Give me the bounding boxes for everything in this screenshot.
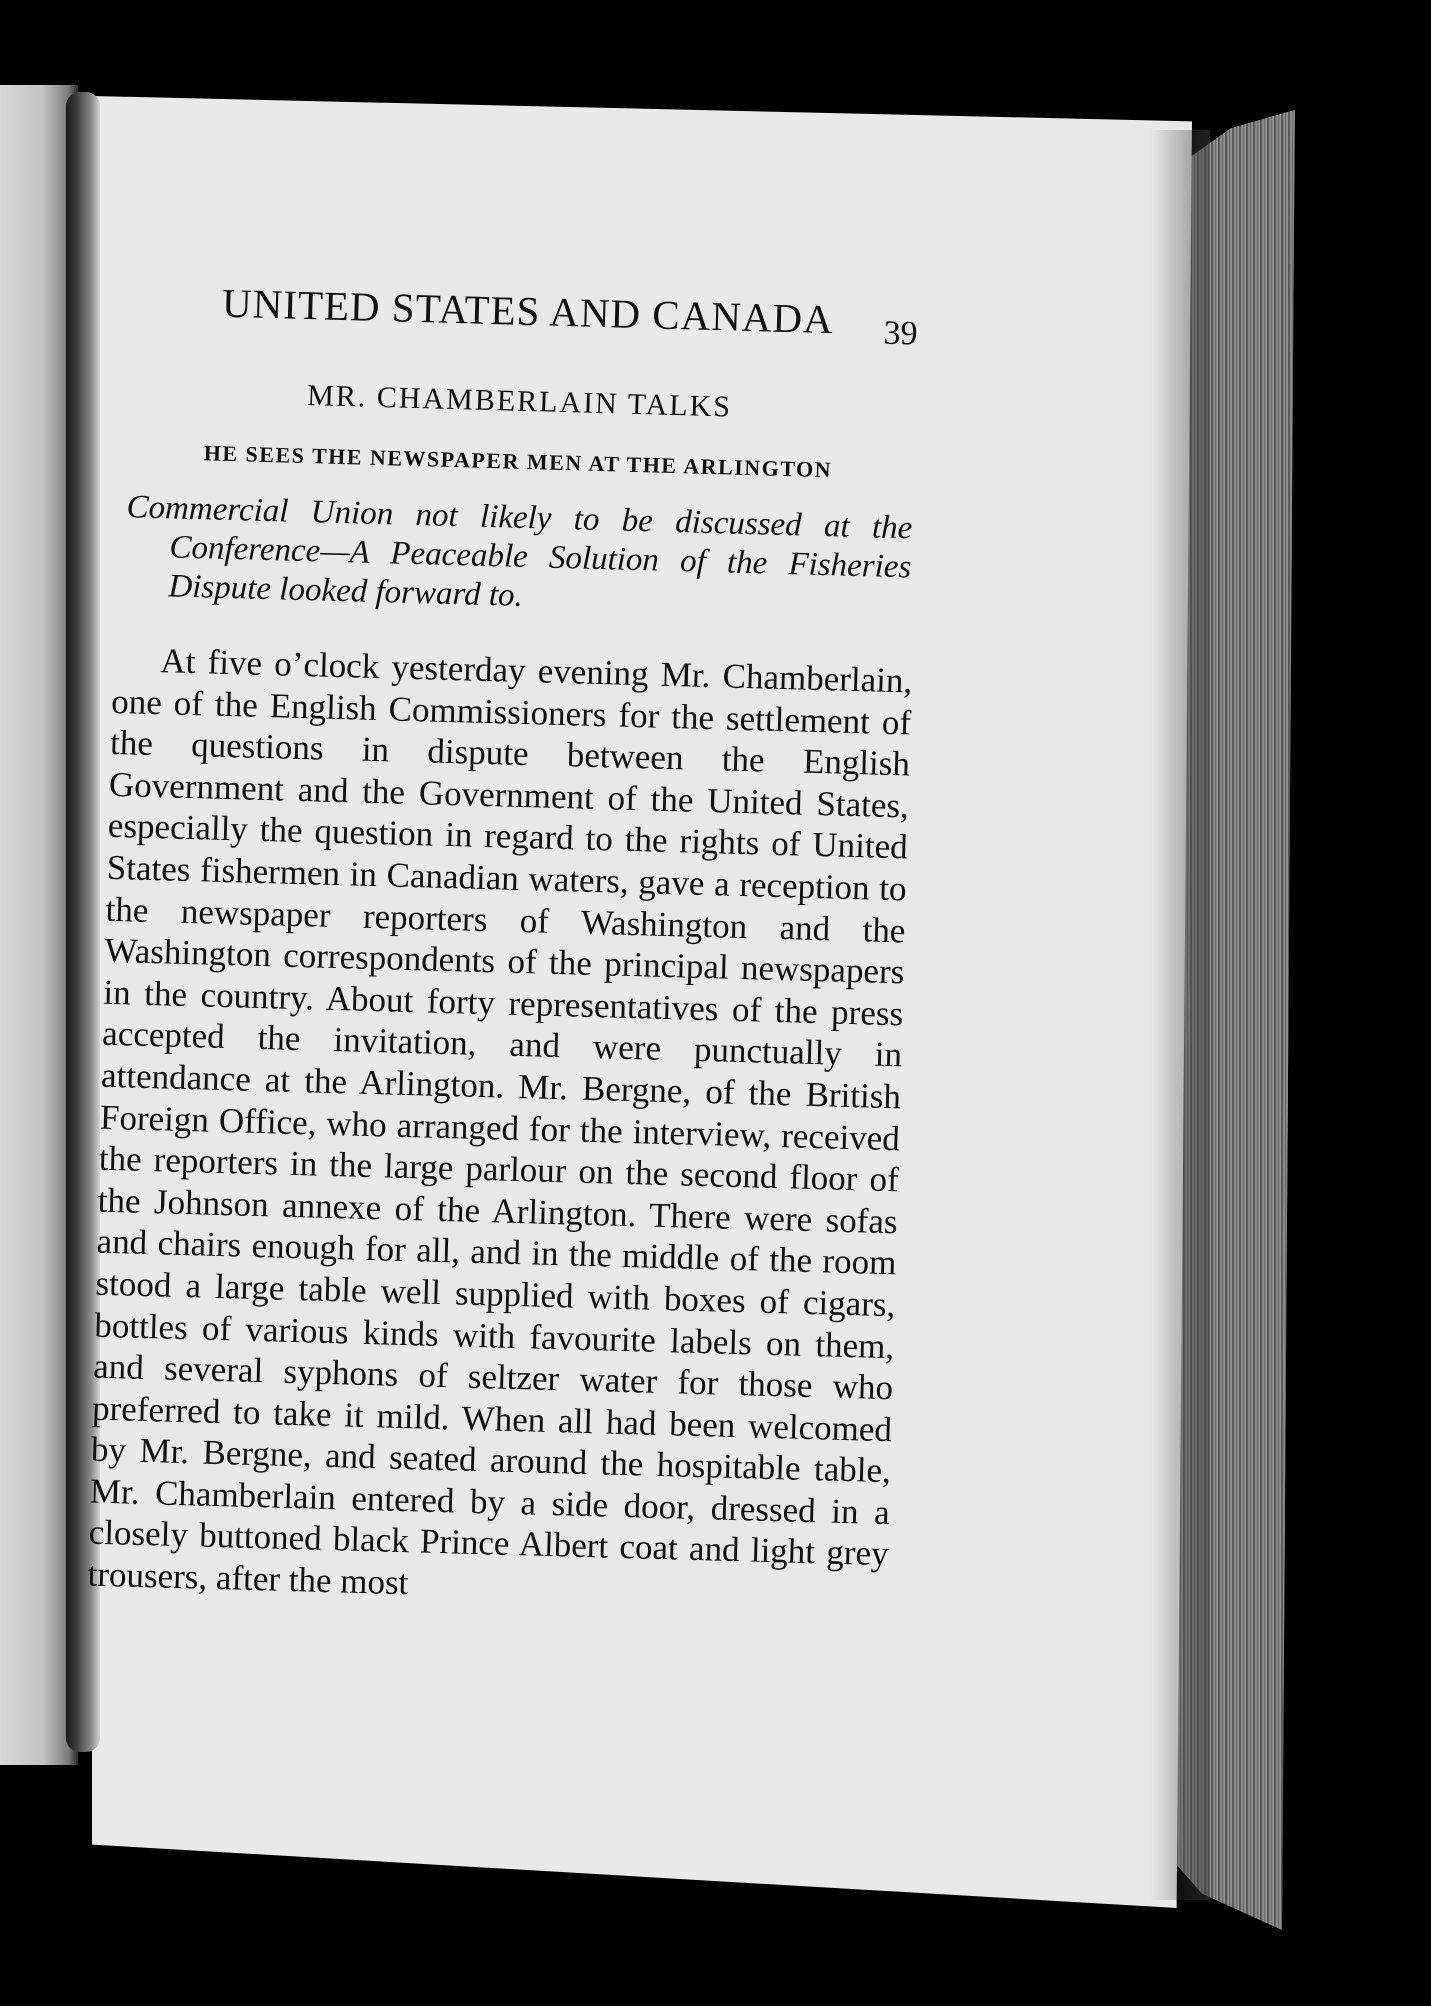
page-number: 39 [883,314,919,353]
article-deck: Commercial Union not likely to be discussed at the Conference—A Peaceable Solution of the Fisheries Dispute looked forward to. [126,489,913,614]
article-body: At five o’clock yesterday evening Mr. Chamberlain, one of the English Commissioners for the settlement of the questions in dispute between the English Government and the Government of the United States, especially the question in regard to the rights of United States fishermen in Canadian waters, gave a reception to the newspaper reporters of Washington and the Washington correspondents of the principal newspapers in the country. About forty representatives of the press accepted the invitation, and were punctually in attendance at the Arlington. Mr. Bergne, of the British Foreign Office, who arranged for the interview, received the reporters in the large parlour on the second floor of the Johnson annexe of the Arlington. There were sofas and chairs enough for all, and in the middle of the room stood a large table well supplied with boxes of cigars, bottles of various kinds with favourite labels on them, and several syphons of seltzer water for those who preferred to take it mild. When all had been welcomed by Mr. Bergne, and seated around the hospitable table, Mr. Chamberlain entered by a side door, dressed in a closely buttoned black Prince Albert coat and light grey trousers, after the most [87,641,913,1603]
article-subheadline: HE SEES THE NEWSPAPER MEN AT THE ARLINGTON [203,440,833,483]
page-edge-shadow [1150,130,1210,1900]
page-text-block [87,270,923,1617]
running-title: UNITED STATES AND CANADA [221,279,835,343]
article-headline: MR. CHAMBERLAIN TALKS [306,379,733,424]
